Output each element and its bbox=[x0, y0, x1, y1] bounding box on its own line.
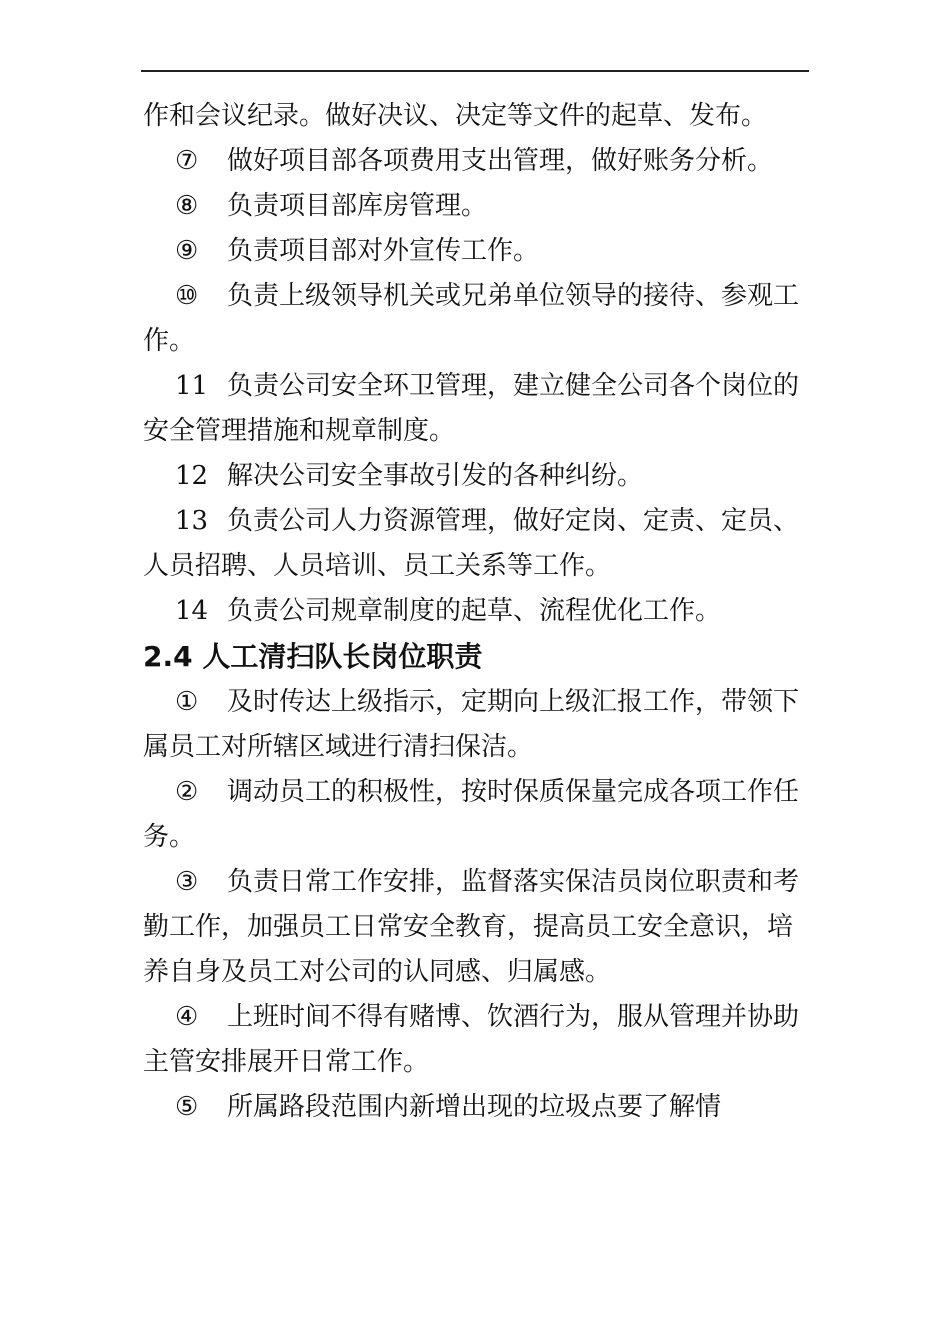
item-number: ① bbox=[175, 687, 199, 717]
list-item bbox=[143, 860, 811, 995]
list-item bbox=[143, 139, 811, 184]
item-number: 11 bbox=[175, 371, 209, 401]
list-item bbox=[143, 1085, 811, 1130]
list-item bbox=[143, 995, 811, 1085]
item-number: 13 bbox=[175, 506, 209, 536]
item-text: 负责公司规章制度的起草、流程优化工作。 bbox=[227, 596, 722, 626]
item-text: 负责日常工作安排，监督落实保洁员岗位职责和考勤工作，加强员工日常安全教育，提高员工安全意识，培养自身及员工对公司的认同感、归属感。 bbox=[143, 867, 800, 987]
duty-list-previous bbox=[143, 139, 811, 634]
continuation-text: 作和会议纪录。做好决议、决定等文件的起草、发布。 bbox=[143, 101, 768, 131]
item-text: 做好项目部各项费用支出管理，做好账务分析。 bbox=[227, 146, 774, 176]
item-text: 及时传达上级指示，定期向上级汇报工作，带领下属员工对所辖区域进行清扫保洁。 bbox=[143, 687, 800, 762]
list-item bbox=[143, 229, 811, 274]
list-item bbox=[143, 770, 811, 860]
list-item bbox=[143, 274, 811, 364]
list-item bbox=[143, 589, 811, 634]
item-text: 所属路段范围内新增出现的垃圾点要了解情 bbox=[227, 1092, 722, 1122]
item-number: ⑨ bbox=[175, 236, 199, 266]
item-number: ⑩ bbox=[175, 281, 199, 311]
item-text: 负责公司安全环卫管理，建立健全公司各个岗位的安全管理措施和规章制度。 bbox=[143, 371, 800, 446]
item-number: 12 bbox=[175, 461, 209, 491]
list-item bbox=[143, 454, 811, 499]
item-number: ⑤ bbox=[175, 1092, 199, 1122]
list-item bbox=[143, 499, 811, 589]
duty-list-cleaning-captain bbox=[143, 680, 811, 1130]
item-number: 14 bbox=[175, 596, 209, 626]
list-item bbox=[143, 680, 811, 770]
item-text: 负责项目部对外宣传工作。 bbox=[227, 236, 540, 266]
item-number: ③ bbox=[175, 867, 199, 897]
item-text: 上班时间不得有赌博、饮酒行为，服从管理并协助主管安排展开日常工作。 bbox=[143, 1002, 800, 1077]
header-rule bbox=[141, 70, 809, 72]
item-number: ④ bbox=[175, 1002, 199, 1032]
section-heading: 2.4 人工清扫队长岗位职责 bbox=[143, 640, 483, 673]
item-number: ⑦ bbox=[175, 146, 199, 176]
list-item bbox=[143, 184, 811, 229]
item-text: 调动员工的积极性，按时保质保量完成各项工作任务。 bbox=[143, 777, 800, 852]
item-text: 负责公司人力资源管理，做好定岗、定责、定员、人员招聘、人员培训、员工关系等工作。 bbox=[143, 506, 800, 581]
item-text: 负责项目部库房管理。 bbox=[227, 191, 488, 221]
item-text: 负责上级领导机关或兄弟单位领导的接待、参观工作。 bbox=[143, 281, 800, 356]
document-body bbox=[143, 94, 811, 1130]
item-number: ② bbox=[175, 777, 199, 807]
item-text: 解决公司安全事故引发的各种纠纷。 bbox=[227, 461, 644, 491]
item-number: ⑧ bbox=[175, 191, 199, 221]
list-item bbox=[143, 364, 811, 454]
